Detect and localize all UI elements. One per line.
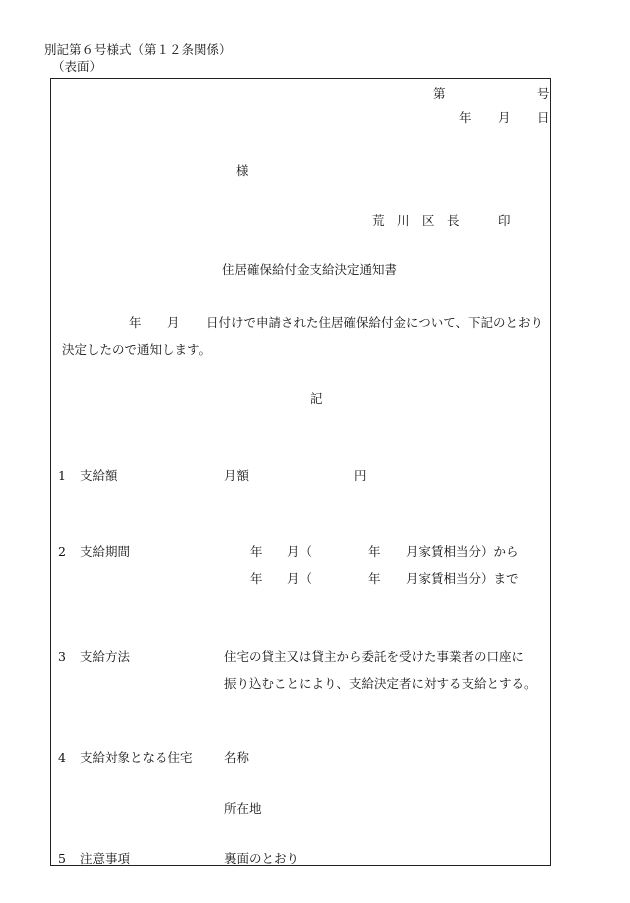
number-go: 号 bbox=[537, 86, 550, 101]
item4-address-label: 所在地 bbox=[224, 801, 262, 816]
ki-label: 記 bbox=[310, 391, 323, 406]
date-year: 年 bbox=[459, 110, 472, 125]
item2-from-tail: 月家賃相当分）から bbox=[406, 544, 519, 559]
item5-value: 裏面のとおり bbox=[224, 851, 300, 866]
body-month: 月 bbox=[167, 315, 180, 330]
date-month: 月 bbox=[498, 110, 511, 125]
item3-number: 3 bbox=[58, 649, 66, 664]
item1-yen: 円 bbox=[354, 468, 367, 483]
item2-from-year: 年 bbox=[250, 544, 263, 559]
item2-to-year: 年 bbox=[250, 571, 263, 586]
issuer-seal: 印 bbox=[498, 213, 511, 228]
item3-line2: 振り込むことにより、支給決定者に対する支給とする。 bbox=[224, 676, 537, 691]
number-dai: 第 bbox=[433, 86, 446, 101]
side-label: （表面） bbox=[52, 59, 103, 74]
item2-to-year2: 年 bbox=[368, 571, 381, 586]
item4-label: 支給対象となる住宅 bbox=[80, 750, 193, 765]
item5-label: 注意事項 bbox=[80, 851, 131, 866]
item1-number: 1 bbox=[58, 468, 66, 483]
item2-to-tail: 月家賃相当分）まで bbox=[406, 571, 519, 586]
issuer-name: 荒 川 区 長 bbox=[372, 213, 460, 228]
body-line1: 日付けで申請された住居確保給付金について、下記のとおり bbox=[206, 315, 544, 330]
item2-to-month: 月（ bbox=[287, 571, 313, 586]
body-year: 年 bbox=[129, 315, 142, 330]
notice-frame bbox=[50, 78, 551, 866]
item1-label: 支給額 bbox=[80, 468, 118, 483]
item2-from-month: 月（ bbox=[287, 544, 313, 559]
item3-label: 支給方法 bbox=[80, 649, 131, 664]
item2-label: 支給期間 bbox=[80, 544, 131, 559]
body-line2: 決定したので通知します。 bbox=[62, 342, 212, 357]
date-day: 日 bbox=[537, 110, 550, 125]
item4-name-label: 名称 bbox=[224, 750, 250, 765]
addressee-sama: 様 bbox=[236, 163, 249, 178]
item3-line1: 住宅の貸主又は貸主から委託を受けた事業者の口座に bbox=[224, 649, 525, 664]
item4-number: 4 bbox=[58, 750, 66, 765]
document-title: 住居確保給付金支給決定通知書 bbox=[222, 262, 398, 277]
form-number: 別記第６号様式（第１２条関係） bbox=[44, 42, 232, 57]
item1-getsugaku: 月額 bbox=[224, 468, 250, 483]
item2-from-year2: 年 bbox=[368, 544, 381, 559]
item2-number: 2 bbox=[58, 544, 66, 559]
item5-number: 5 bbox=[58, 851, 66, 866]
